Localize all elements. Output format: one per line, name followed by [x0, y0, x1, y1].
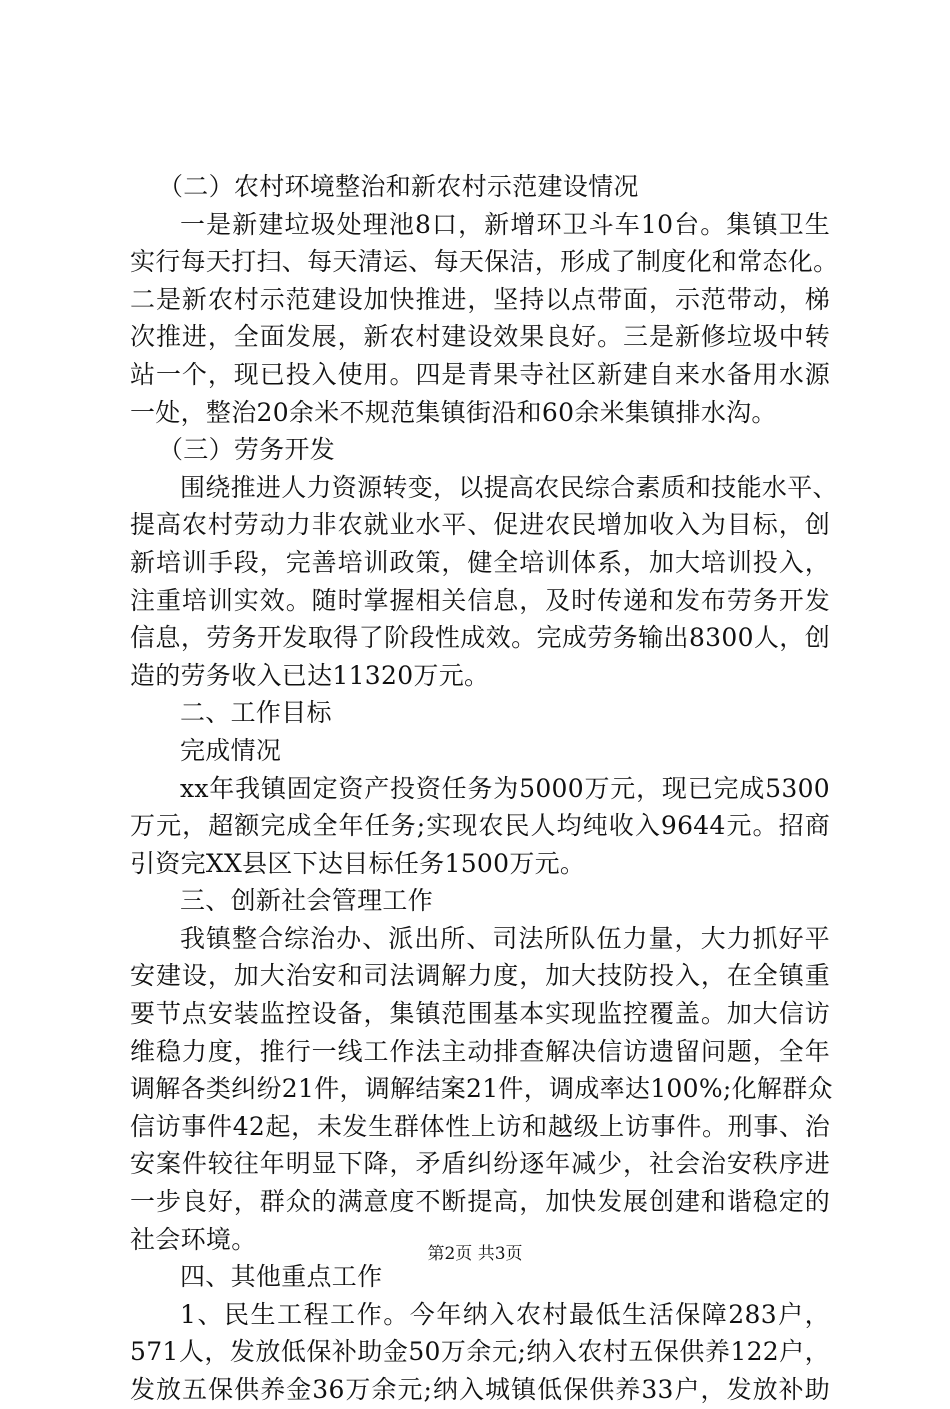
text-line: 注重培训实效。随时掌握相关信息，及时传递和发布劳务开发 — [130, 585, 830, 615]
text-line: 1、民生工程工作。今年纳入农村最低生活保障283户， — [180, 1299, 830, 1329]
text-line: 社会环境。 — [130, 1224, 257, 1254]
text-line: 四、其他重点工作 — [180, 1262, 383, 1292]
text-line: 571人，发放低保补助金50万余元;纳入农村五保供养122户， — [130, 1337, 830, 1367]
text-line: 调解各类纠纷21件，调解结案21件，调成率达100%;化解群众 — [130, 1074, 833, 1104]
text-line: 引资完XX县区下达目标任务1500万元。 — [130, 848, 586, 878]
text-line: 站一个，现已投入使用。四是青果寺社区新建自来水备用水源 — [130, 359, 830, 389]
page-footer: 第2页 共3页 — [427, 1244, 523, 1264]
text-line: 发放五保供养金36万余元;纳入城镇低保供养33户，发放补助 — [130, 1375, 830, 1404]
text-line: 信访事件42起，未发生群体性上访和越级上访事件。刑事、治 — [130, 1111, 830, 1141]
document-body — [130, 168, 839, 1409]
text-line: （二）农村环境整治和新农村示范建设情况 — [158, 172, 639, 201]
text-line: xx年我镇固定资产投资任务为5000万元，现已完成5300 — [180, 773, 830, 803]
text-line: 维稳力度，推行一线工作法主动排查解决信访遗留问题，全年 — [130, 1036, 830, 1066]
text-line: 造的劳务收入已达11320万元。 — [130, 660, 490, 690]
text-line: 要节点安装监控设备，集镇范围基本实现监控覆盖。加大信访 — [130, 999, 830, 1029]
text-line: 万元，超额完成全年任务;实现农民人均纯收入9644元。招商 — [130, 811, 830, 841]
text-line: 二、工作目标 — [180, 698, 332, 728]
text-line: 实行每天打扫、每天清运、每天保洁，形成了制度化和常态化。 — [130, 247, 839, 277]
text-line: 三、创新社会管理工作 — [180, 886, 434, 916]
text-line: 二是新农村示范建设加快推进，坚持以点带面，示范带动，梯 — [130, 284, 830, 314]
text-line: （三）劳务开发 — [158, 435, 336, 465]
text-line: 围绕推进人力资源转变，以提高农民综合素质和技能水平、 — [180, 472, 838, 502]
text-line: 安案件较往年明显下降，矛盾纠纷逐年减少，社会治安秩序进 — [130, 1149, 830, 1179]
text-line: 新培训手段，完善培训政策，健全培训体系，加大培训投入， — [130, 547, 830, 577]
text-line: 次推进，全面发展，新农村建设效果良好。三是新修垃圾中转 — [130, 322, 830, 352]
text-line: 我镇整合综治办、派出所、司法所队伍力量，大力抓好平 — [180, 923, 830, 953]
text-line: 安建设，加大治安和司法调解力度，加大技防投入，在全镇重 — [130, 961, 830, 991]
text-line: 完成情况 — [180, 735, 282, 765]
text-line: 一是新建垃圾处理池8口，新增环卫斗车10台。集镇卫生 — [180, 209, 830, 239]
text-line: 一步良好，群众的满意度不断提高，加快发展创建和谐稳定的 — [130, 1187, 830, 1217]
text-line: 提高农村劳动力非农就业水平、促进农民增加收入为目标，创 — [130, 510, 830, 540]
text-line: 信息，劳务开发取得了阶段性成效。完成劳务输出8300人，创 — [130, 623, 830, 653]
text-line: 一处，整治20余米不规范集镇街沿和60余米集镇排水沟。 — [130, 397, 777, 427]
